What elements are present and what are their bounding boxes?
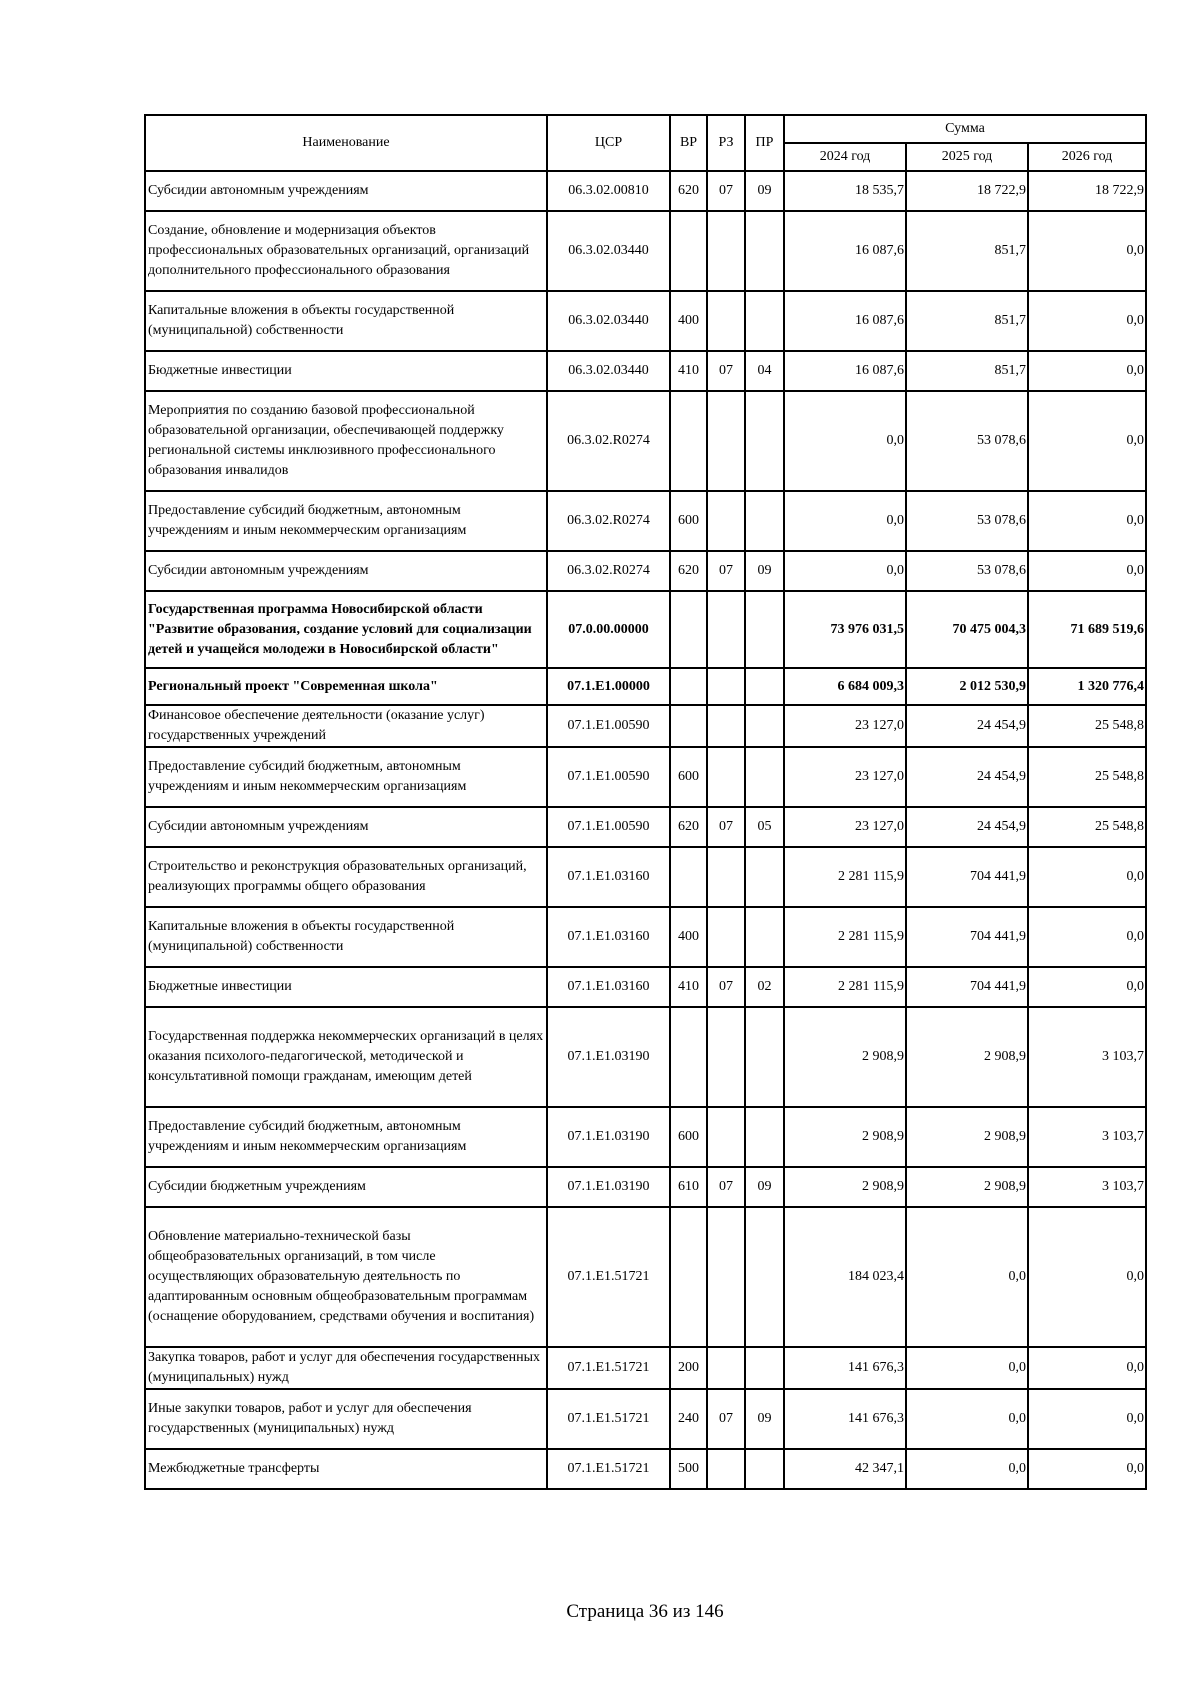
row-pr: 05 [745,807,784,847]
row-name: Обновление материально-технической базы общеобразовательных организаций, в том числе осуществляющих образовательную деятельность по адаптированным основным общеобразовательным программам (оснащение оборудованием, средствами обучения и воспитания) [145,1207,547,1347]
row-sum-2026: 0,0 [1028,847,1146,907]
row-sum-2025: 53 078,6 [906,491,1028,551]
row-name: Государственная программа Новосибирской области "Развитие образования, создание условий для социализации детей и учащейся молодежи в Новосибирской области" [145,591,547,668]
row-vr: 620 [670,171,707,211]
row-csr: 07.1.E1.03160 [547,907,670,967]
row-rz [707,291,745,351]
table-row [145,391,1146,491]
table-row [145,807,1146,847]
row-sum-2026: 0,0 [1028,907,1146,967]
row-vr: 600 [670,491,707,551]
header-csr: ЦСР [547,115,670,171]
row-csr: 06.3.02.R0274 [547,551,670,591]
row-pr [745,211,784,291]
row-csr: 07.1.E1.51721 [547,1449,670,1489]
row-name: Иные закупки товаров, работ и услуг для обеспечения государственных (муниципальных) нужд [145,1389,547,1449]
row-pr [745,705,784,747]
row-sum-2024: 2 281 115,9 [784,967,906,1007]
row-rz [707,1107,745,1167]
row-name: Субсидии автономным учреждениям [145,171,547,211]
row-vr: 500 [670,1449,707,1489]
row-name: Межбюджетные трансферты [145,1449,547,1489]
row-sum-2025: 53 078,6 [906,391,1028,491]
row-sum-2025: 704 441,9 [906,907,1028,967]
table-row [145,967,1146,1007]
table-row [145,1167,1146,1207]
row-name: Закупка товаров, работ и услуг для обеспечения государственных (муниципальных) нужд [145,1347,547,1389]
row-rz [707,1007,745,1107]
row-sum-2025: 2 908,9 [906,1107,1028,1167]
row-pr [745,1107,784,1167]
row-name: Создание, обновление и модернизация объектов профессиональных образовательных организаций, организаций дополнительного профессионального образования [145,211,547,291]
row-sum-2025: 24 454,9 [906,807,1028,847]
row-sum-2026: 0,0 [1028,1347,1146,1389]
row-sum-2025: 2 908,9 [906,1007,1028,1107]
row-vr: 600 [670,747,707,807]
row-csr: 07.1.E1.51721 [547,1389,670,1449]
row-name: Строительство и реконструкция образовательных организаций, реализующих программы общего образования [145,847,547,907]
row-rz: 07 [707,171,745,211]
row-sum-2026: 0,0 [1028,1207,1146,1347]
row-pr: 09 [745,1389,784,1449]
table-header [145,115,1146,171]
row-pr [745,491,784,551]
row-rz [707,391,745,491]
row-sum-2025: 851,7 [906,291,1028,351]
row-pr: 09 [745,171,784,211]
row-name: Предоставление субсидий бюджетным, автономным учреждениям и иным некоммерческим организациям [145,747,547,807]
row-sum-2026: 0,0 [1028,967,1146,1007]
row-vr: 600 [670,1107,707,1167]
row-name: Государственная поддержка некоммерческих организаций в целях оказания психолого-педагогической, методической и консультативной помощи гражданам, имеющим детей [145,1007,547,1107]
row-csr: 07.1.E1.00000 [547,668,670,705]
row-rz [707,1347,745,1389]
row-vr: 410 [670,351,707,391]
header-vr: ВР [670,115,707,171]
row-sum-2024: 23 127,0 [784,705,906,747]
row-name: Субсидии бюджетным учреждениям [145,1167,547,1207]
row-sum-2026: 1 320 776,4 [1028,668,1146,705]
row-csr: 07.1.E1.03160 [547,847,670,907]
row-name: Региональный проект "Современная школа" [145,668,547,705]
row-sum-2026: 25 548,8 [1028,807,1146,847]
row-sum-2024: 2 908,9 [784,1107,906,1167]
row-rz: 07 [707,1167,745,1207]
row-csr: 07.1.E1.03190 [547,1167,670,1207]
row-csr: 06.3.02.03440 [547,211,670,291]
row-sum-2026: 0,0 [1028,351,1146,391]
table-row [145,1007,1146,1107]
row-sum-2026: 25 548,8 [1028,705,1146,747]
row-sum-2024: 23 127,0 [784,747,906,807]
table-row [145,705,1146,747]
table-row [145,211,1146,291]
row-name: Мероприятия по созданию базовой профессиональной образовательной организации, обеспечивающей поддержку региональной системы инклюзивного профессионального образования инвалидов [145,391,547,491]
row-rz [707,747,745,807]
row-vr: 620 [670,551,707,591]
row-rz [707,847,745,907]
row-name: Субсидии автономным учреждениям [145,807,547,847]
row-sum-2024: 184 023,4 [784,1207,906,1347]
row-pr [745,591,784,668]
row-vr [670,705,707,747]
row-sum-2025: 0,0 [906,1449,1028,1489]
row-sum-2026: 0,0 [1028,391,1146,491]
row-rz: 07 [707,967,745,1007]
row-sum-2024: 2 908,9 [784,1167,906,1207]
row-csr: 07.1.E1.51721 [547,1207,670,1347]
row-sum-2026: 3 103,7 [1028,1167,1146,1207]
row-sum-2025: 53 078,6 [906,551,1028,591]
row-sum-2025: 851,7 [906,351,1028,391]
row-rz [707,491,745,551]
row-sum-2024: 0,0 [784,551,906,591]
header-year-2024: 2024 год [784,143,906,171]
header-year-2025: 2025 год [906,143,1028,171]
row-vr [670,211,707,291]
row-sum-2025: 2 012 530,9 [906,668,1028,705]
row-vr [670,1207,707,1347]
table-row [145,291,1146,351]
row-csr: 06.3.02.R0274 [547,491,670,551]
row-name: Предоставление субсидий бюджетным, автономным учреждениям и иным некоммерческим организациям [145,1107,547,1167]
page-number: Страница 36 из 146 [566,1601,724,1622]
row-sum-2024: 23 127,0 [784,807,906,847]
row-name: Предоставление субсидий бюджетным, автономным учреждениям и иным некоммерческим организациям [145,491,547,551]
row-sum-2026: 3 103,7 [1028,1107,1146,1167]
row-vr: 240 [670,1389,707,1449]
row-vr [670,591,707,668]
row-pr [745,1347,784,1389]
row-csr: 07.1.E1.03190 [547,1107,670,1167]
row-csr: 06.3.02.03440 [547,291,670,351]
row-vr: 410 [670,967,707,1007]
row-rz: 07 [707,807,745,847]
row-pr [745,747,784,807]
row-sum-2026: 3 103,7 [1028,1007,1146,1107]
row-vr [670,847,707,907]
header-pr: ПР [745,115,784,171]
row-pr: 09 [745,1167,784,1207]
table-row [145,1207,1146,1347]
row-name: Капитальные вложения в объекты государственной (муниципальной) собственности [145,291,547,351]
row-sum-2025: 70 475 004,3 [906,591,1028,668]
row-sum-2026: 18 722,9 [1028,171,1146,211]
row-sum-2024: 2 281 115,9 [784,907,906,967]
row-sum-2025: 18 722,9 [906,171,1028,211]
row-sum-2024: 2 281 115,9 [784,847,906,907]
table-row [145,551,1146,591]
row-sum-2025: 851,7 [906,211,1028,291]
row-vr: 400 [670,907,707,967]
table-row [145,668,1146,705]
row-rz: 07 [707,551,745,591]
row-sum-2024: 18 535,7 [784,171,906,211]
row-rz [707,591,745,668]
table-row [145,1449,1146,1489]
row-rz: 07 [707,351,745,391]
row-vr [670,668,707,705]
row-sum-2025: 704 441,9 [906,847,1028,907]
row-sum-2026: 0,0 [1028,1389,1146,1449]
row-sum-2024: 141 676,3 [784,1389,906,1449]
row-pr [745,291,784,351]
row-sum-2024: 0,0 [784,391,906,491]
row-sum-2024: 2 908,9 [784,1007,906,1107]
row-pr: 09 [745,551,784,591]
header-rz: РЗ [707,115,745,171]
row-vr: 200 [670,1347,707,1389]
row-sum-2026: 25 548,8 [1028,747,1146,807]
row-sum-2024: 16 087,6 [784,211,906,291]
row-csr: 07.0.00.00000 [547,591,670,668]
row-sum-2026: 0,0 [1028,1449,1146,1489]
row-sum-2025: 24 454,9 [906,705,1028,747]
row-pr [745,668,784,705]
row-pr [745,847,784,907]
row-csr: 06.3.02.03440 [547,351,670,391]
row-pr [745,1007,784,1107]
row-sum-2025: 2 908,9 [906,1167,1028,1207]
row-name: Бюджетные инвестиции [145,967,547,1007]
row-sum-2024: 16 087,6 [784,351,906,391]
row-csr: 07.1.E1.00590 [547,807,670,847]
row-rz [707,1207,745,1347]
row-name: Капитальные вложения в объекты государственной (муниципальной) собственности [145,907,547,967]
row-sum-2025: 0,0 [906,1207,1028,1347]
budget-table [144,114,1147,1490]
row-csr: 07.1.E1.03190 [547,1007,670,1107]
table-row [145,907,1146,967]
row-sum-2024: 6 684 009,3 [784,668,906,705]
row-csr: 07.1.E1.51721 [547,1347,670,1389]
row-rz [707,907,745,967]
table-row [145,1107,1146,1167]
row-pr [745,1449,784,1489]
row-rz [707,705,745,747]
row-csr: 07.1.E1.03160 [547,967,670,1007]
table-row [145,591,1146,668]
row-sum-2026: 0,0 [1028,491,1146,551]
row-pr: 02 [745,967,784,1007]
row-pr [745,907,784,967]
row-rz [707,668,745,705]
row-name: Финансовое обеспечение деятельности (оказание услуг) государственных учреждений [145,705,547,747]
table-row [145,171,1146,211]
row-sum-2024: 16 087,6 [784,291,906,351]
row-name: Субсидии автономным учреждениям [145,551,547,591]
table-body [145,171,1146,1489]
row-pr: 04 [745,351,784,391]
row-sum-2026: 71 689 519,6 [1028,591,1146,668]
header-year-2026: 2026 год [1028,143,1146,171]
row-sum-2024: 141 676,3 [784,1347,906,1389]
row-vr [670,391,707,491]
row-sum-2025: 0,0 [906,1389,1028,1449]
row-sum-2024: 0,0 [784,491,906,551]
table-row [145,1347,1146,1389]
row-sum-2025: 0,0 [906,1347,1028,1389]
row-pr [745,391,784,491]
row-sum-2025: 704 441,9 [906,967,1028,1007]
row-sum-2024: 73 976 031,5 [784,591,906,668]
row-vr: 610 [670,1167,707,1207]
row-rz [707,211,745,291]
row-csr: 06.3.02.00810 [547,171,670,211]
row-csr: 06.3.02.R0274 [547,391,670,491]
table-row [145,1389,1146,1449]
header-sum: Сумма [784,115,1146,143]
row-csr: 07.1.E1.00590 [547,705,670,747]
row-vr: 620 [670,807,707,847]
row-csr: 07.1.E1.00590 [547,747,670,807]
row-vr: 400 [670,291,707,351]
row-name: Бюджетные инвестиции [145,351,547,391]
table-row [145,351,1146,391]
row-sum-2026: 0,0 [1028,291,1146,351]
row-sum-2024: 42 347,1 [784,1449,906,1489]
row-vr [670,1007,707,1107]
row-rz: 07 [707,1389,745,1449]
row-rz [707,1449,745,1489]
row-sum-2026: 0,0 [1028,211,1146,291]
row-pr [745,1207,784,1347]
table-row [145,847,1146,907]
table-row [145,491,1146,551]
table-row [145,747,1146,807]
row-sum-2026: 0,0 [1028,551,1146,591]
row-sum-2025: 24 454,9 [906,747,1028,807]
header-name: Наименование [145,115,547,171]
